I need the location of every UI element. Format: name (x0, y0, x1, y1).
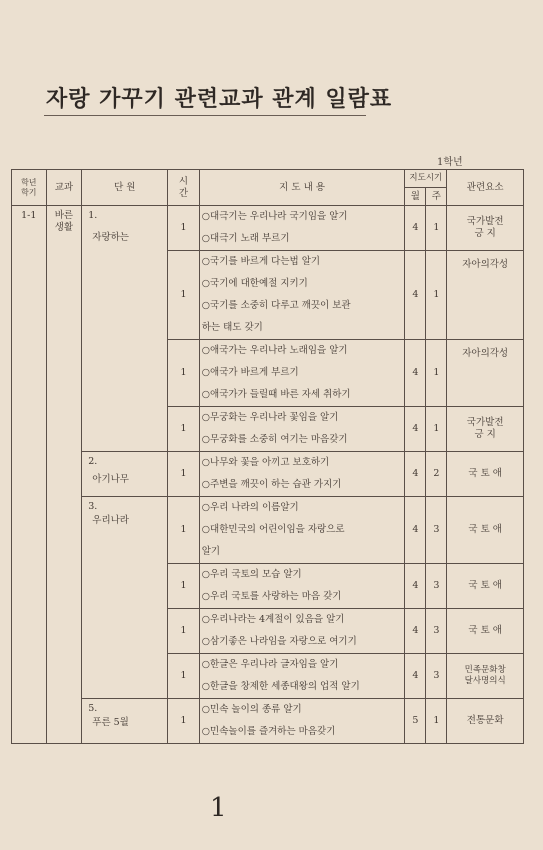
related-cell: 민족문화창 달사명의식 (447, 654, 524, 699)
week-cell: 1 (426, 699, 447, 744)
content-line: ○대극기는 우리나라 국기임을 알기 (201, 211, 348, 222)
month-cell: 4 (405, 340, 426, 407)
week-cell: 1 (426, 340, 447, 407)
header-content: 지 도 내 용 (199, 170, 405, 206)
content-line: ○무궁화를 소중히 여기는 마음갖기 (201, 434, 348, 445)
header-related: 관련요소 (447, 170, 524, 206)
month-cell: 4 (405, 206, 426, 251)
unit-cell (82, 699, 168, 744)
week-cell: 3 (426, 497, 447, 564)
content-cell (199, 564, 405, 609)
month-cell: 4 (405, 609, 426, 654)
hours-cell: 1 (168, 699, 199, 744)
unit-number: 5. (88, 703, 98, 714)
hours-cell: 1 (168, 407, 199, 452)
unit-name: 아기나무 (92, 473, 129, 485)
content-line: ○애국가 바르게 부르기 (201, 367, 299, 378)
related-cell: 국가발전 긍 지 (447, 407, 524, 452)
hours-cell: 1 (168, 564, 199, 609)
table-row (12, 497, 524, 564)
title-underline (44, 115, 366, 116)
unit-cell (82, 497, 168, 699)
content-line: ○우리나라는 4계절이 있음을 알기 (201, 614, 345, 625)
subject-cell: 바른 생활 (46, 206, 82, 744)
content-line: ○민속놀이를 즐겨하는 마음갖기 (201, 726, 336, 737)
content-line: 알기 (201, 546, 221, 557)
content-line: 하는 태도 갖기 (201, 322, 263, 333)
content-line: ○삼기좋은 나라임을 자랑으로 여기기 (201, 636, 357, 647)
content-cell (199, 340, 405, 407)
content-line: ○나무와 꽃을 아끼고 보호하기 (201, 457, 330, 468)
header-hours-bottom: 간 (178, 187, 189, 199)
content-cell (199, 699, 405, 744)
content-line: ○무궁화는 우리나라 꽃임을 알기 (201, 412, 339, 423)
content-line: ○애국가는 우리나라 노래임을 알기 (201, 345, 348, 356)
unit-name: 자랑하는 (92, 231, 129, 243)
header-month: 월 (405, 188, 426, 206)
month-cell: 4 (405, 452, 426, 497)
week-cell: 1 (426, 206, 447, 251)
month-cell: 4 (405, 497, 426, 564)
related-cell: 국가발전 긍 지 (447, 206, 524, 251)
table-row (12, 699, 524, 744)
week-cell: 1 (426, 251, 447, 340)
table-row (12, 452, 524, 497)
content-line: ○주변을 깨끗이 하는 습관 가지기 (201, 479, 342, 490)
hours-cell: 1 (168, 340, 199, 407)
hours-cell: 1 (168, 452, 199, 497)
content-cell (199, 206, 405, 251)
content-cell (199, 407, 405, 452)
hours-cell: 1 (168, 654, 199, 699)
content-line: ○한글을 창제한 세종대왕의 업적 알기 (201, 681, 360, 692)
unit-cell (82, 206, 168, 452)
related-cell: 국 토 애 (447, 609, 524, 654)
week-cell: 3 (426, 654, 447, 699)
grade-term-cell: 1-1 (12, 206, 47, 744)
content-line: ○대극기 노래 부르기 (201, 233, 290, 244)
header-subject: 교과 (46, 170, 82, 206)
content-line: ○대한민국의 어린이임을 자랑으로 (201, 524, 345, 535)
month-cell: 4 (405, 407, 426, 452)
month-cell: 5 (405, 699, 426, 744)
content-line: ○한글은 우리나라 글자임을 알기 (201, 659, 339, 670)
month-cell: 4 (405, 654, 426, 699)
header-week: 주 (426, 188, 447, 206)
header-unit: 단 원 (82, 170, 168, 206)
page-number: 1 (210, 793, 227, 823)
related-cell: 자아의각성 (447, 340, 524, 407)
header-hours-top: 시 (178, 175, 189, 187)
content-line: ○애국가가 들릴때 바른 자세 취하기 (201, 389, 351, 400)
content-cell (199, 497, 405, 564)
related-cell: 자아의각성 (447, 251, 524, 340)
header-grade-period: 학년 학기 (12, 170, 47, 206)
content-line: ○민속 놀이의 종류 알기 (201, 704, 302, 715)
related-cell: 국 토 애 (447, 452, 524, 497)
hours-cell: 1 (168, 206, 199, 251)
related-cell: 국 토 애 (447, 497, 524, 564)
unit-number: 1. (88, 210, 98, 221)
content-line: ○국기를 소중히 다루고 깨끗이 보관 (201, 300, 351, 311)
related-cell: 전통문화 (447, 699, 524, 744)
unit-name: 우리나라 (92, 514, 129, 526)
header-hours (168, 170, 199, 206)
table-row (12, 206, 524, 251)
content-cell (199, 251, 405, 340)
week-cell: 3 (426, 609, 447, 654)
month-cell: 4 (405, 564, 426, 609)
week-cell: 2 (426, 452, 447, 497)
hours-cell: 1 (168, 251, 199, 340)
unit-number: 3. (88, 501, 98, 512)
content-line: ○우리 국토의 모습 알기 (201, 569, 302, 580)
week-cell: 1 (426, 407, 447, 452)
hours-cell: 1 (168, 609, 199, 654)
related-cell: 국 토 애 (447, 564, 524, 609)
content-cell (199, 609, 405, 654)
hours-cell: 1 (168, 497, 199, 564)
week-cell: 3 (426, 564, 447, 609)
curriculum-table (11, 169, 524, 744)
grade-label: 1학년 (437, 157, 463, 168)
content-line: ○국기를 바르게 다는법 알기 (201, 256, 321, 267)
unit-number: 2. (88, 456, 98, 467)
content-line: ○우리 나라의 이름알기 (201, 502, 299, 513)
month-cell: 4 (405, 251, 426, 340)
unit-cell (82, 452, 168, 497)
header-guidance-time: 지도시기 (405, 170, 447, 188)
content-cell (199, 452, 405, 497)
content-line: ○우리 국토를 사랑하는 마음 갖기 (201, 591, 342, 602)
page-title: 자랑 가꾸기 관련교과 관계 일람표 (46, 86, 393, 112)
content-line: ○국기에 대한예절 지키기 (201, 278, 308, 289)
content-cell (199, 654, 405, 699)
unit-name: 푸른 5월 (92, 716, 129, 728)
